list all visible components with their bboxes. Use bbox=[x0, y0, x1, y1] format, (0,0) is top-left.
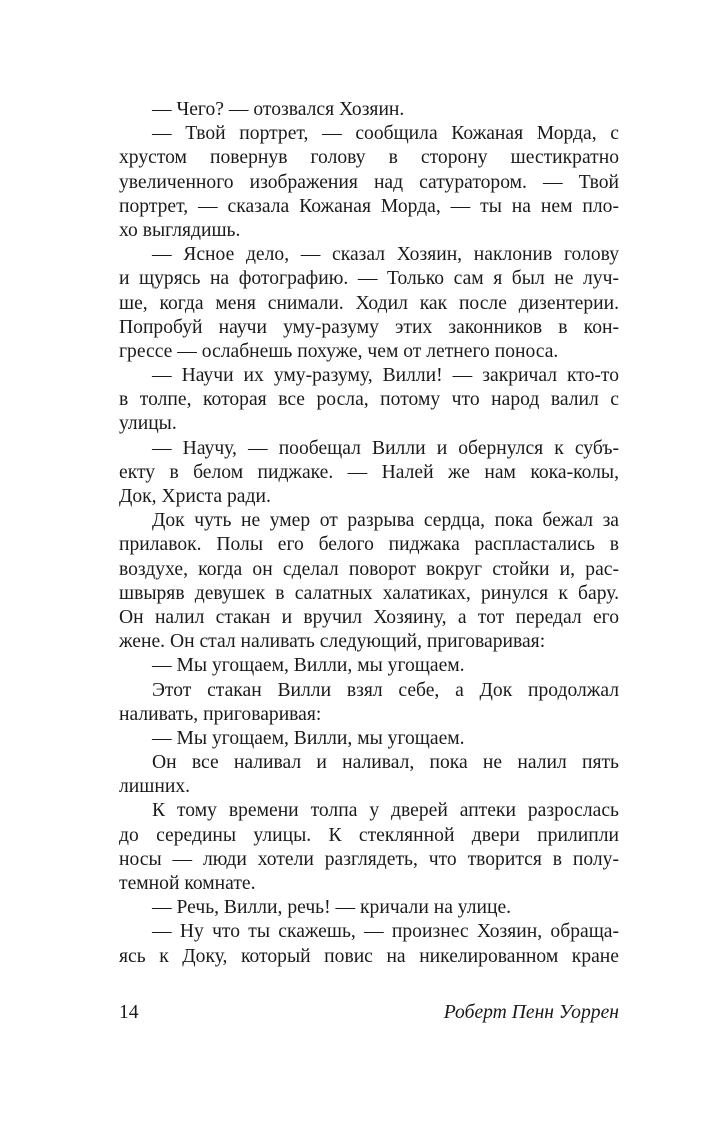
text-line: портрет, — сказала Кожаная Морда, — ты на нем пло- bbox=[119, 195, 619, 217]
text-line: прилавок. Полы его белого пиджака распластались в bbox=[119, 534, 619, 556]
text-line: темной комнате. bbox=[119, 873, 256, 894]
text-line: ясь к Доку, который повис на никелированном кране bbox=[119, 945, 619, 967]
text-line: носы — люди хотели разглядеть, что творится в полу- bbox=[119, 848, 619, 870]
text-line: в толпе, которая все росла, потому что народ валил с bbox=[119, 389, 619, 411]
text-line: воздухе, когда он сделал поворот вокруг стойки и, рас- bbox=[119, 558, 619, 580]
text-line: до середины улицы. К стеклянной двери прилипли bbox=[119, 824, 619, 846]
running-author: Роберт Пенн Уоррен bbox=[443, 1002, 619, 1023]
text-line: — Речь, Вилли, речь! — кричали на улице. bbox=[152, 897, 512, 919]
text-line: Он все наливал и наливал, пока не налил пять bbox=[152, 752, 619, 774]
text-line: Попробуй научи уму-разуму этих законников в кон- bbox=[119, 316, 619, 338]
text-line: Он налил стакан и вручил Хозяину, а тот передал его bbox=[119, 606, 619, 628]
text-line: — Ясное дело, — сказал Хозяин, наклонив голову bbox=[152, 244, 619, 266]
text-line: хо выглядишь. bbox=[119, 219, 241, 241]
page-number: 14 bbox=[119, 1002, 139, 1023]
text-line: хрустом повернув голову в сторону шестикратно bbox=[119, 147, 619, 169]
text-line: екту в белом пиджаке. — Налей же нам кока-колы, bbox=[119, 461, 619, 483]
page-footer bbox=[119, 1000, 619, 1026]
text-line: улицы. bbox=[119, 413, 177, 435]
text-line: Этот стакан Вилли взял себе, а Док продолжал bbox=[152, 679, 619, 701]
text-line: Док, Христа ради. bbox=[119, 486, 271, 507]
text-line: лишних. bbox=[119, 776, 191, 798]
text-line: Док чуть не умер от разрыва сердца, пока бежал за bbox=[152, 510, 619, 532]
text-line: жене. Он стал наливать следующий, приговаривая: bbox=[119, 631, 546, 653]
text-line: — Ну что ты скажешь, — произнес Хозяин, обраща- bbox=[152, 921, 619, 943]
text-line: и щурясь на фотографию. — Только сам я был не луч- bbox=[119, 268, 619, 290]
text-line: ше, когда меня снимали. Ходил как после дизентерии. bbox=[119, 292, 619, 314]
text-line: — Мы угощаем, Вилли, мы угощаем. bbox=[152, 655, 465, 677]
text-line: швыряв девушек в салатных халатиках, ринулся к бару. bbox=[119, 582, 619, 604]
text-line: К тому времени толпа у дверей аптеки разрослась bbox=[152, 800, 619, 822]
text-line: — Научу, — пообещал Вилли и обернулся к субъ- bbox=[152, 437, 619, 459]
text-line: грессе — ослабнешь похуже, чем от летнего поноса. bbox=[119, 340, 559, 362]
text-line: — Чего? — отозвался Хозяин. bbox=[152, 99, 405, 120]
text-line: — Научи их уму-разуму, Вилли! — закричал кто-то bbox=[152, 365, 619, 387]
text-line: — Мы угощаем, Вилли, мы угощаем. bbox=[152, 727, 465, 749]
text-line: наливать, приговаривая: bbox=[119, 703, 322, 725]
page-text bbox=[119, 98, 619, 969]
text-line: — Твой портрет, — сообщила Кожаная Морда, с bbox=[152, 123, 619, 145]
text-line: увеличенного изображения над сатуратором. — Твой bbox=[119, 171, 619, 193]
